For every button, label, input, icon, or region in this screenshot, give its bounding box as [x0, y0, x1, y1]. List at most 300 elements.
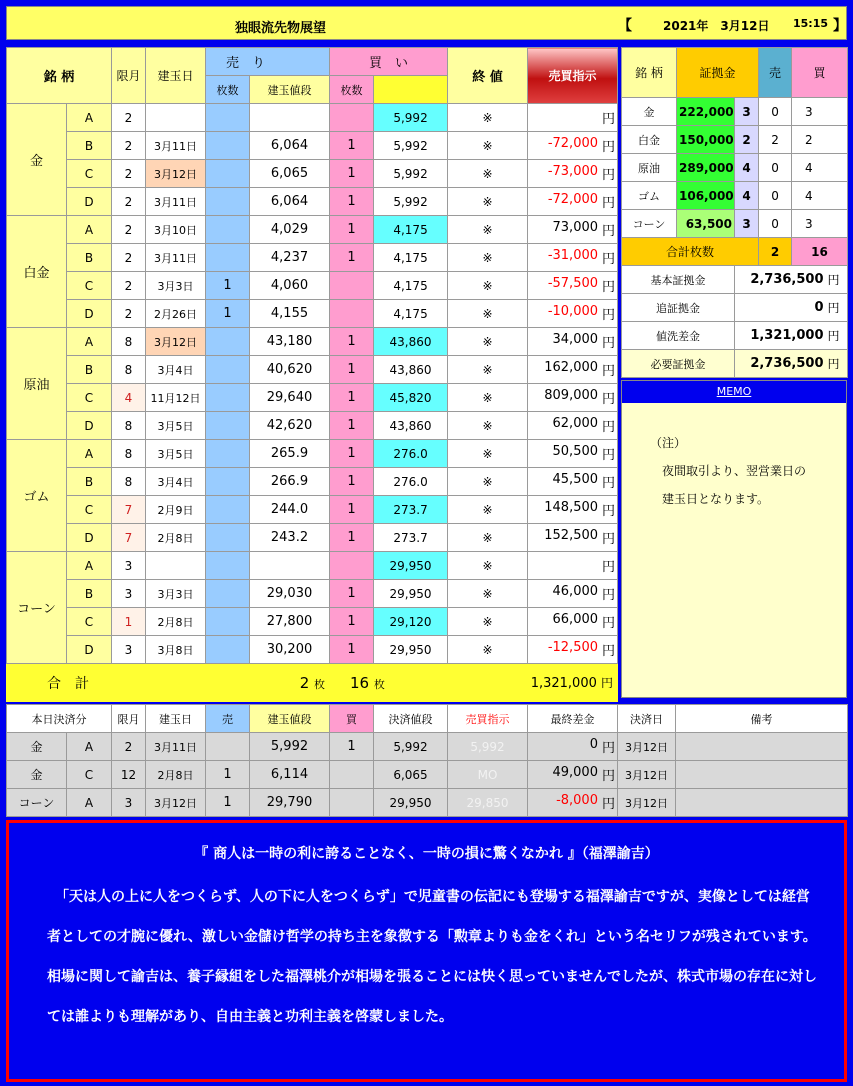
settle-pl-amount: 0	[589, 737, 598, 752]
memo-line: 建玉日となります。	[650, 492, 770, 506]
settle-header-buy: 買	[330, 705, 374, 733]
close-price: 43,860	[374, 356, 448, 384]
position-row	[7, 440, 618, 468]
open-date: 3月4日	[146, 356, 206, 384]
contract-month: 2	[112, 244, 146, 272]
margin-header-name: 銘 柄	[622, 48, 677, 98]
header-bar	[6, 6, 847, 40]
position-row	[7, 160, 618, 188]
contract-month: 4	[112, 384, 146, 412]
series-label: B	[67, 468, 112, 496]
position-row	[7, 244, 618, 272]
yen-unit: 円	[602, 532, 616, 547]
pl-amount: -73,000	[547, 164, 599, 179]
pl-amount: 46,000	[552, 584, 599, 599]
position-row	[7, 552, 618, 580]
margin-buy: 3	[792, 98, 826, 126]
signal-mark: ※	[448, 132, 528, 160]
margin-total-buy: 16	[792, 238, 848, 266]
margin-name: 金	[622, 98, 677, 126]
open-date: 3月3日	[146, 580, 206, 608]
open-price: 27,800	[250, 608, 330, 636]
col-header-month: 限月	[112, 48, 146, 104]
buy-qty	[330, 272, 374, 300]
yen-unit: 円	[826, 294, 848, 322]
sell-qty: 1	[206, 300, 250, 328]
margin-buy: 3	[792, 210, 826, 238]
contract-month: 7	[112, 496, 146, 524]
position-row	[7, 132, 618, 160]
header-time: 15:15	[793, 17, 829, 30]
pl-amount: 73,000	[552, 220, 599, 235]
settle-price: 29,950	[374, 789, 448, 817]
settle-note	[676, 733, 848, 761]
bracket-close: 】	[833, 18, 847, 34]
margin-spacer	[826, 154, 848, 182]
pl-amount: 162,000	[544, 360, 599, 375]
series-label: C	[67, 272, 112, 300]
pl-amount: -10,000	[547, 304, 599, 319]
buy-qty	[330, 104, 374, 132]
contract-month: 2	[112, 188, 146, 216]
signal-mark: ※	[448, 580, 528, 608]
position-row	[7, 580, 618, 608]
signal-mark: ※	[448, 384, 528, 412]
position-row	[7, 496, 618, 524]
pl-value	[528, 552, 618, 580]
margin-name: コーン	[622, 210, 677, 238]
pl-value	[528, 496, 618, 524]
series-label: C	[67, 496, 112, 524]
margin-name: 原油	[622, 154, 677, 182]
yen-unit: 円	[602, 644, 616, 659]
settlement-panel	[6, 704, 847, 817]
yen-unit: 円	[601, 769, 615, 784]
settle-header-sell: 売	[206, 705, 250, 733]
total-label: 合 計	[7, 664, 112, 702]
pl-amount: 148,500	[544, 500, 599, 515]
settle-price: 5,992	[374, 733, 448, 761]
buy-qty: 1	[330, 468, 374, 496]
settle-price: 6,065	[374, 761, 448, 789]
quote-body: 「天は人の上に人をつくらず、人の下に人をつくらず」で児童書の伝記にも登場する福澤諭吉ですが、実像としては経営者としての才腕に優れ、激しい金儲け哲学の持ち主を象徴する「勲章よりも金をくれ」という名セリフが残されています。相場に関して諭吉は、養子縁組をした福澤桃介が相場を張ることには快く思っていませんでしたが、株式市場の存在に対しては誰よりも理解があり、自由主義と功利主義を啓蒙しました。	[47, 889, 817, 1025]
summary-row	[622, 294, 848, 322]
col-header-signal: 売買指示	[528, 48, 618, 104]
settlement-row	[7, 733, 848, 761]
yen-unit: 円	[601, 741, 615, 756]
sell-qty: 1	[206, 272, 250, 300]
yen-unit: 円	[602, 364, 616, 379]
commodity-name: 金	[7, 104, 67, 216]
pl-amount: 45,500	[552, 472, 599, 487]
pl-value	[528, 328, 618, 356]
summary-value: 2,736,500	[735, 350, 826, 378]
open-date: 3月3日	[146, 272, 206, 300]
summary-label: 値洗差金	[622, 322, 735, 350]
pl-amount: 34,000	[552, 332, 599, 347]
yen-unit: 円	[826, 266, 848, 294]
summary-label: 追証拠金	[622, 294, 735, 322]
signal-mark: ※	[448, 244, 528, 272]
contract-month: 2	[112, 216, 146, 244]
sell-qty	[206, 636, 250, 664]
open-date: 3月11日	[146, 132, 206, 160]
bracket-open: 【	[618, 18, 632, 34]
sell-qty	[206, 496, 250, 524]
settle-note	[676, 761, 848, 789]
col-header-close: 終 値	[448, 48, 528, 104]
yen-unit: 円	[602, 224, 616, 239]
contract-month: 3	[112, 636, 146, 664]
settle-header-open-date: 建玉日	[146, 705, 206, 733]
yen-unit: 円	[601, 797, 615, 812]
signal-mark: ※	[448, 188, 528, 216]
signal-mark: ※	[448, 328, 528, 356]
contract-month: 8	[112, 440, 146, 468]
position-row	[7, 636, 618, 664]
open-price: 4,155	[250, 300, 330, 328]
sell-qty	[206, 580, 250, 608]
settle-header-month: 限月	[112, 705, 146, 733]
open-date: 3月12日	[146, 328, 206, 356]
position-row	[7, 412, 618, 440]
margin-count: 4	[735, 182, 759, 210]
signal-mark: ※	[448, 104, 528, 132]
margin-sell: 0	[759, 154, 792, 182]
total-sell: 2 枚	[112, 664, 330, 702]
sell-qty	[206, 440, 250, 468]
margin-buy: 4	[792, 154, 826, 182]
settle-series: A	[67, 733, 112, 761]
settle-signal: MO	[448, 761, 528, 789]
close-price: 276.0	[374, 440, 448, 468]
pl-amount: 809,000	[544, 388, 599, 403]
series-label: B	[67, 132, 112, 160]
position-row	[7, 356, 618, 384]
quote-box	[6, 820, 847, 1082]
commodity-name: 白金	[7, 216, 67, 328]
position-row	[7, 104, 618, 132]
commodity-name: コーン	[7, 552, 67, 664]
margin-count: 3	[735, 210, 759, 238]
yen-unit: 円	[602, 560, 616, 575]
open-price: 29,640	[250, 384, 330, 412]
position-row	[7, 300, 618, 328]
contract-month: 3	[112, 580, 146, 608]
margin-deposit: 289,000	[677, 154, 735, 182]
yen-unit: 円	[602, 112, 616, 127]
col-header-sell: 売 り	[206, 48, 330, 76]
signal-mark: ※	[448, 216, 528, 244]
margin-count: 3	[735, 98, 759, 126]
signal-mark: ※	[448, 412, 528, 440]
settle-series: A	[67, 789, 112, 817]
sell-qty	[206, 188, 250, 216]
settle-header-signal: 売買指示	[448, 705, 528, 733]
pl-value	[528, 580, 618, 608]
series-label: B	[67, 580, 112, 608]
series-label: C	[67, 608, 112, 636]
margin-buy: 4	[792, 182, 826, 210]
yen-unit: 円	[602, 252, 616, 267]
open-price: 42,620	[250, 412, 330, 440]
pl-value	[528, 468, 618, 496]
close-price: 29,950	[374, 580, 448, 608]
position-row	[7, 216, 618, 244]
sell-qty	[206, 216, 250, 244]
open-price: 243.2	[250, 524, 330, 552]
close-price: 273.7	[374, 496, 448, 524]
header-date: 2021年 3月12日	[663, 19, 770, 33]
open-date: 3月5日	[146, 412, 206, 440]
sell-qty	[206, 244, 250, 272]
settle-header-open-price: 建玉値段	[250, 705, 330, 733]
buy-qty: 1	[330, 412, 374, 440]
open-date: 3月5日	[146, 440, 206, 468]
buy-qty: 1	[330, 244, 374, 272]
buy-qty: 1	[330, 440, 374, 468]
series-label: A	[67, 216, 112, 244]
position-row	[7, 272, 618, 300]
margin-buy: 2	[792, 126, 826, 154]
sell-qty	[206, 552, 250, 580]
col-header-buy-qty: 枚数	[330, 76, 374, 104]
close-price: 5,992	[374, 160, 448, 188]
pl-amount: -72,000	[547, 192, 599, 207]
open-price: 265.9	[250, 440, 330, 468]
sell-qty	[206, 328, 250, 356]
signal-mark: ※	[448, 440, 528, 468]
yen-unit: 円	[602, 196, 616, 211]
summary-row	[622, 350, 848, 378]
page-title: 独眼流先物展望	[235, 21, 327, 36]
settle-buy	[330, 789, 374, 817]
buy-qty: 1	[330, 384, 374, 412]
contract-month: 2	[112, 300, 146, 328]
contract-month: 8	[112, 328, 146, 356]
settle-pl-amount: -8,000	[556, 793, 598, 808]
settlement-table	[6, 704, 848, 817]
yen-unit: 円	[602, 308, 616, 323]
margin-header-buy: 買	[792, 48, 848, 98]
pl-value	[528, 384, 618, 412]
settle-note	[676, 789, 848, 817]
col-header-open-price: 建玉値段	[250, 76, 330, 104]
margin-total-label: 合計枚数	[622, 238, 759, 266]
margin-name: 白金	[622, 126, 677, 154]
sell-qty	[206, 384, 250, 412]
series-label: D	[67, 412, 112, 440]
settle-name: 金	[7, 761, 67, 789]
settle-buy: 1	[330, 733, 374, 761]
settle-open-date: 3月12日	[146, 789, 206, 817]
pl-amount: 62,000	[552, 416, 599, 431]
sell-qty	[206, 132, 250, 160]
margin-deposit: 222,000	[677, 98, 735, 126]
open-date: 3月12日	[146, 160, 206, 188]
open-price	[250, 104, 330, 132]
series-label: B	[67, 244, 112, 272]
series-label: A	[67, 104, 112, 132]
margin-row	[622, 126, 848, 154]
series-label: C	[67, 384, 112, 412]
settle-final-pl	[528, 761, 618, 789]
settle-header-settle-date: 決済日	[618, 705, 676, 733]
signal-mark: ※	[448, 356, 528, 384]
pl-value	[528, 244, 618, 272]
settle-date: 3月12日	[618, 733, 676, 761]
buy-qty: 1	[330, 524, 374, 552]
margin-spacer	[826, 98, 848, 126]
sell-qty	[206, 160, 250, 188]
pl-amount: 152,500	[544, 528, 599, 543]
signal-mark: ※	[448, 272, 528, 300]
open-date: 2月9日	[146, 496, 206, 524]
close-price: 29,120	[374, 608, 448, 636]
contract-month: 3	[112, 552, 146, 580]
open-price: 29,030	[250, 580, 330, 608]
close-price: 276.0	[374, 468, 448, 496]
settle-header-final-pl: 最終差金	[528, 705, 618, 733]
sell-qty	[206, 608, 250, 636]
summary-row	[622, 266, 848, 294]
close-price: 4,175	[374, 300, 448, 328]
pl-value	[528, 440, 618, 468]
quote-title: 『 商人は一時の利に誇ることなく、一時の損に驚くなかれ 』（福澤諭吉）	[194, 846, 659, 862]
pl-value	[528, 524, 618, 552]
position-row	[7, 384, 618, 412]
settle-open-date: 2月8日	[146, 761, 206, 789]
pl-value	[528, 300, 618, 328]
margin-row	[622, 98, 848, 126]
positions-table	[6, 47, 618, 702]
signal-mark: ※	[448, 608, 528, 636]
open-price	[250, 552, 330, 580]
pl-value	[528, 636, 618, 664]
settle-date: 3月12日	[618, 789, 676, 817]
signal-mark: ※	[448, 524, 528, 552]
margin-count: 4	[735, 154, 759, 182]
memo-title-link[interactable]: MEMO	[716, 385, 752, 398]
contract-month: 2	[112, 160, 146, 188]
summary-value: 0	[735, 294, 826, 322]
col-header-sell-qty: 枚数	[206, 76, 250, 104]
margin-row	[622, 182, 848, 210]
margin-name: ゴム	[622, 182, 677, 210]
yen-unit: 円	[826, 350, 848, 378]
margin-sell: 2	[759, 126, 792, 154]
buy-qty: 1	[330, 356, 374, 384]
summary-label: 必要証拠金	[622, 350, 735, 378]
open-date: 3月10日	[146, 216, 206, 244]
series-label: C	[67, 160, 112, 188]
settle-name: コーン	[7, 789, 67, 817]
close-price: 5,992	[374, 104, 448, 132]
memo-line: （注）	[650, 436, 687, 450]
pl-amount: 66,000	[552, 612, 599, 627]
commodity-name: 原油	[7, 328, 67, 440]
contract-month: 2	[112, 272, 146, 300]
open-date: 2月8日	[146, 524, 206, 552]
series-label: D	[67, 188, 112, 216]
margin-deposit: 106,000	[677, 182, 735, 210]
settle-buy	[330, 761, 374, 789]
margin-row	[622, 154, 848, 182]
yen-unit: 円	[826, 322, 848, 350]
open-date: 3月11日	[146, 244, 206, 272]
buy-qty: 1	[330, 216, 374, 244]
open-date: 3月4日	[146, 468, 206, 496]
signal-mark: ※	[448, 496, 528, 524]
settle-month: 3	[112, 789, 146, 817]
pl-value	[528, 216, 618, 244]
open-price: 266.9	[250, 468, 330, 496]
sell-qty	[206, 104, 250, 132]
total-pl: 1,321,000 円	[448, 664, 618, 702]
series-label: A	[67, 440, 112, 468]
settlement-row	[7, 789, 848, 817]
margin-spacer	[826, 182, 848, 210]
settle-final-pl	[528, 733, 618, 761]
pl-value	[528, 188, 618, 216]
sell-qty	[206, 356, 250, 384]
commodity-name: ゴム	[7, 440, 67, 552]
margin-deposit: 63,500	[677, 210, 735, 238]
yen-unit: 円	[602, 476, 616, 491]
pl-value	[528, 608, 618, 636]
series-label: D	[67, 636, 112, 664]
signal-mark: ※	[448, 160, 528, 188]
open-price: 6,064	[250, 188, 330, 216]
close-price: 29,950	[374, 636, 448, 664]
open-date	[146, 104, 206, 132]
margin-sell: 0	[759, 98, 792, 126]
open-date: 2月26日	[146, 300, 206, 328]
memo-panel	[621, 380, 847, 698]
margin-header-deposit: 証拠金	[677, 48, 759, 98]
settle-signal: 29,850	[448, 789, 528, 817]
close-price: 273.7	[374, 524, 448, 552]
contract-month: 8	[112, 412, 146, 440]
margin-spacer	[826, 210, 848, 238]
contract-month: 2	[112, 132, 146, 160]
settle-open-date: 3月11日	[146, 733, 206, 761]
settle-date: 3月12日	[618, 761, 676, 789]
position-row	[7, 328, 618, 356]
yen-unit: 円	[602, 280, 616, 295]
series-label: B	[67, 356, 112, 384]
settle-sell: 1	[206, 789, 250, 817]
summary-label: 基本証拠金	[622, 266, 735, 294]
position-row	[7, 608, 618, 636]
pl-value	[528, 104, 618, 132]
settle-month: 2	[112, 733, 146, 761]
close-price: 43,860	[374, 328, 448, 356]
settle-sell	[206, 733, 250, 761]
buy-qty	[330, 552, 374, 580]
yen-unit: 円	[602, 616, 616, 631]
margin-total-sell: 2	[759, 238, 792, 266]
contract-month: 2	[112, 104, 146, 132]
series-label: A	[67, 552, 112, 580]
settle-header-label: 本日決済分	[7, 705, 112, 733]
summary-value: 1,321,000	[735, 322, 826, 350]
settle-open-price: 5,992	[250, 733, 330, 761]
col-header-open-date: 建玉日	[146, 48, 206, 104]
settle-signal: 5,992	[448, 733, 528, 761]
settle-name: 金	[7, 733, 67, 761]
series-label: A	[67, 328, 112, 356]
